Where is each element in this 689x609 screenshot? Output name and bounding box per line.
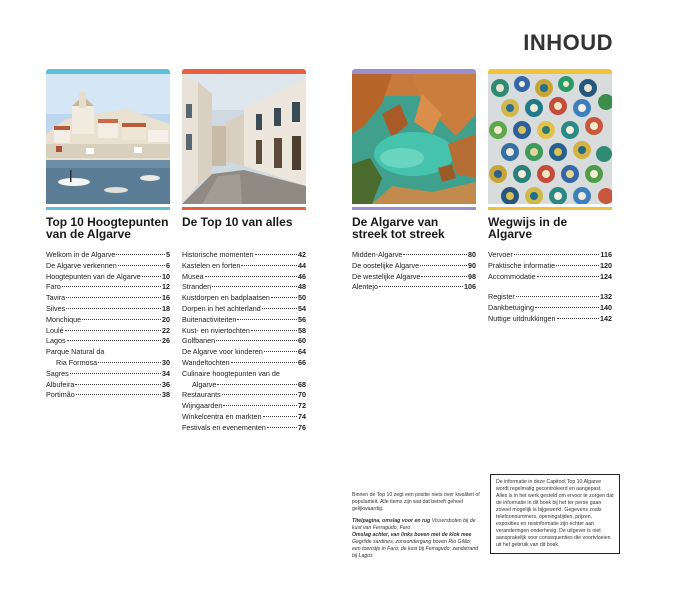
toc-entry[interactable]: Stranden 48: [182, 282, 306, 292]
toc-entry[interactable]: Praktische informatie 120: [488, 260, 612, 270]
toc-entry[interactable]: Ria Formosa 30: [56, 357, 170, 367]
toc-entry[interactable]: Restaurants 70: [182, 390, 306, 400]
toc-list: [182, 250, 306, 434]
column-underline: [488, 207, 612, 210]
toc-entry[interactable]: Welkom in de Algarve 5: [46, 250, 170, 259]
toc-entry[interactable]: De Algarve voor kinderen 64: [182, 347, 306, 357]
toc-entry[interactable]: Alentejo 106: [352, 282, 476, 292]
toc-entry[interactable]: Dorpen in het achterland 54: [182, 303, 306, 313]
column-underline: [182, 207, 306, 210]
column-underline: [352, 207, 476, 210]
toc-entry[interactable]: Accommodatie 124: [488, 271, 612, 281]
toc-entry[interactable]: Albufeira 36: [46, 379, 170, 389]
toc-list: [488, 250, 612, 325]
toc-entry[interactable]: Festivals en evenementen 76: [182, 422, 306, 432]
toc-column-practical: [488, 69, 612, 325]
toc-entry[interactable]: Hoogtepunten van de Algarve 10: [46, 271, 170, 281]
toc-entry[interactable]: Wijngaarden 72: [182, 401, 306, 411]
toc-list: [352, 250, 476, 293]
toc-entry[interactable]: Lagos 26: [46, 336, 170, 346]
toc-entry[interactable]: Register 132: [488, 292, 612, 302]
column-title: De Top 10 van alles: [182, 215, 293, 229]
toc-entry[interactable]: Musea 46: [182, 271, 306, 281]
column-title: Top 10 Hoogtepunten van de Algarve: [46, 215, 169, 241]
photo-ceramic-tiles: [488, 74, 612, 204]
photo-lagos-harbour: [46, 74, 170, 204]
toc-entry[interactable]: De oostelijke Algarve 90: [352, 260, 476, 270]
page-title: INHOUD: [523, 30, 613, 55]
toc-column-top10: [182, 69, 306, 434]
photo-old-town-street: [182, 74, 306, 204]
toc-entry[interactable]: Kustdorpen en badplaatsen 50: [182, 293, 306, 303]
toc-list: [46, 250, 170, 401]
toc-entry[interactable]: Parque Natural da: [46, 347, 105, 357]
intro-note: Binnen de Top 10 zegt een positie niets over kwaliteit of populariteit. Alle items zijn wat dat betreft geheel gelijkwaardig.: [352, 492, 480, 512]
toc-entry[interactable]: Dankbetuiging 140: [488, 303, 612, 313]
credits-note: [352, 492, 480, 560]
toc-entry[interactable]: Kust- en riviertochten 58: [182, 325, 306, 335]
toc-column-regions: [352, 69, 476, 293]
toc-entry[interactable]: Culinaire hoogtepunten van de: [182, 368, 280, 378]
toc-entry[interactable]: Faro 12: [46, 282, 170, 292]
toc-entry[interactable]: De westelijke Algarve 98: [352, 271, 476, 281]
toc-entry[interactable]: Vervoer 116: [488, 250, 612, 259]
toc-entry[interactable]: De Algarve verkennen 6: [46, 260, 170, 270]
disclaimer-box: De informatie in deze Capitool Top 10 Algarve wordt regelmatig gecontroleerd en aangepast. Alles is in het werk gesteld om ervoor te zorgen dat de informatie in dit boek bij het ter perse gaan zoveel mogelijk is bijgewerkt. Gegevens zoals telefoonnummers, openingstijden, prijzen, exposities en reisinformatie zijn echter aan veranderingen onderhevig. De uitgever is niet aansprakelijk voor consequenties die voortvloeien uit het gebruik van dit boek.: [490, 474, 620, 554]
toc-entry[interactable]: Tavira 16: [46, 293, 170, 303]
toc-entry[interactable]: Winkelcentra en markten 74: [182, 411, 306, 421]
toc-entry[interactable]: Nuttige uitdrukkingen 142: [488, 313, 612, 323]
toc-entry[interactable]: Midden-Algarve 80: [352, 250, 476, 259]
toc-entry[interactable]: Kastelen en forten 44: [182, 260, 306, 270]
toc-entry[interactable]: Monchique 20: [46, 314, 170, 324]
toc-entry[interactable]: Portimão 38: [46, 390, 170, 400]
toc-spacer: [488, 282, 612, 292]
toc-entry[interactable]: Buitenactiviteiten 56: [182, 314, 306, 324]
toc-entry[interactable]: Wandeltochten 66: [182, 357, 306, 367]
column-title: De Algarve van streek tot streek: [352, 215, 445, 241]
toc-entry[interactable]: Historische momenten 42: [182, 250, 306, 259]
column-title: Wegwijs in de Algarve: [488, 215, 568, 241]
toc-entry[interactable]: Algarve 68: [192, 379, 306, 389]
photo-coastal-rocks: [352, 74, 476, 204]
toc-entry[interactable]: Sagres 34: [46, 368, 170, 378]
toc-column-highlights: [46, 69, 170, 401]
column-underline: [46, 207, 170, 210]
toc-entry[interactable]: Loulé 22: [46, 325, 170, 335]
toc-entry[interactable]: Silves 18: [46, 303, 170, 313]
cover-credits: Titelpagina, omslag voor en rug Vissersboten bij de kust van Ferragudo, Faro Omslag achter, van links boven met de klok mee Gegrilde sardines; zonsondergang boven Rio Gilão; een toeristje in Faro; de kust bij Ferragudo; zandstrand bij Lagos: [352, 518, 479, 559]
toc-entry[interactable]: Golfbanen 60: [182, 336, 306, 346]
